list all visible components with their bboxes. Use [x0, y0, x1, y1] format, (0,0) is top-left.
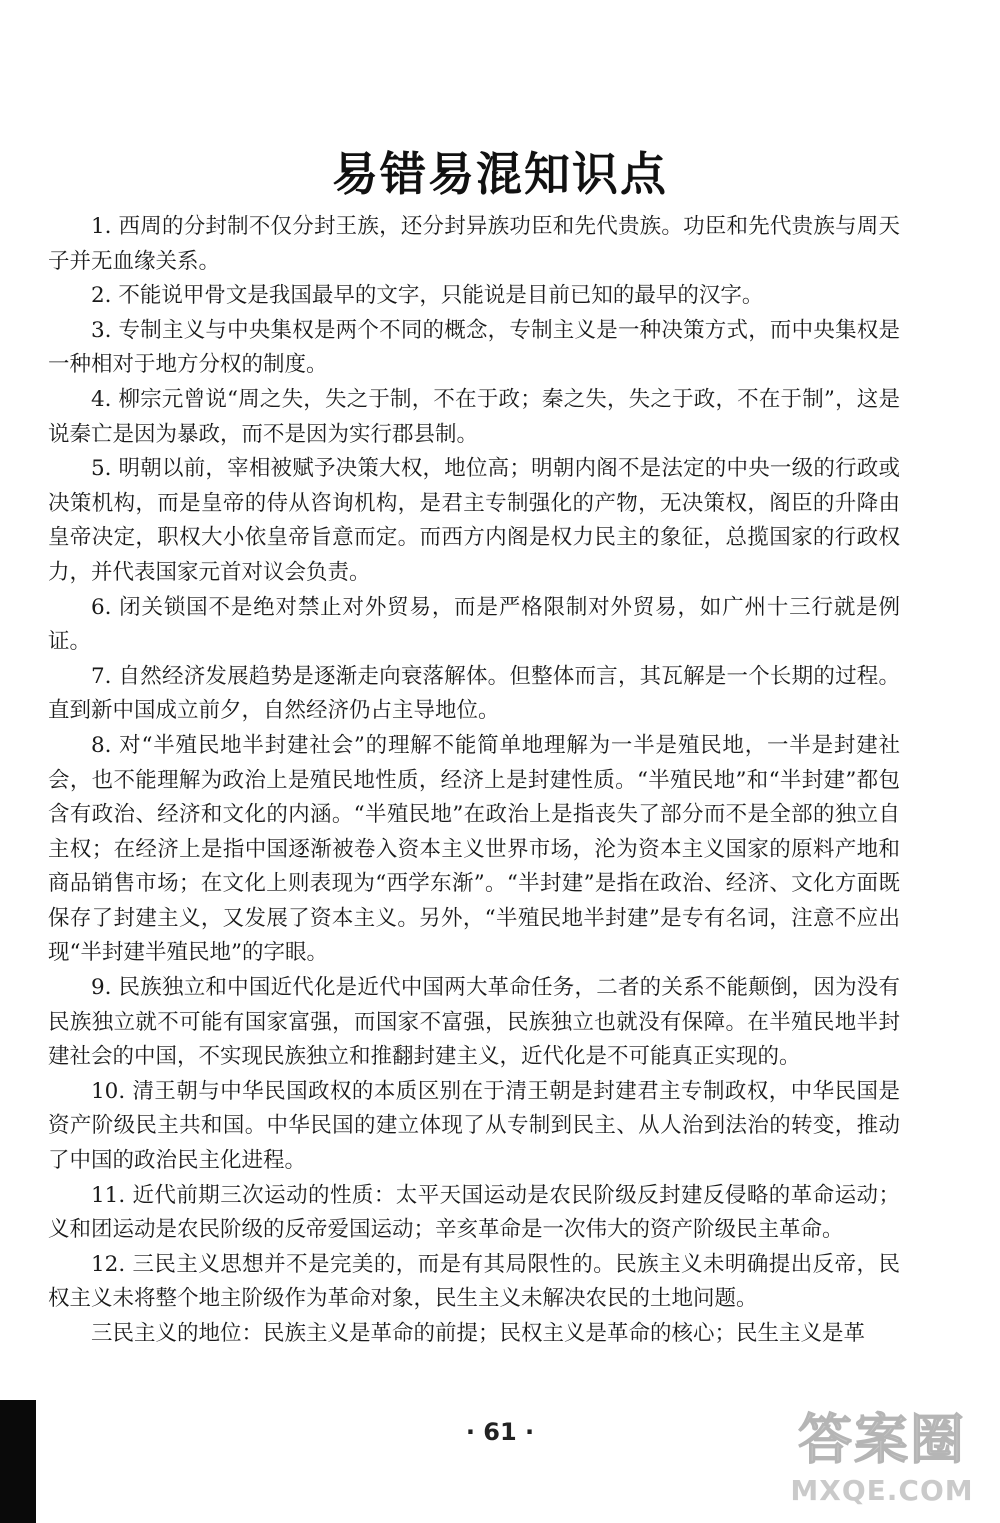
paragraph-6: 6. 闭关锁国不是绝对禁止对外贸易，而是严格限制对外贸易，如广州十三行就是例证。 — [48, 594, 900, 655]
paragraph-1: 1. 西周的分封制不仅分封王族，还分封异族功臣和先代贵族。功臣和先代贵族与周天子并无血缘关系。 — [48, 214, 900, 274]
page-title: 易错易混知识点 — [332, 147, 668, 201]
paragraph-5: 5. 明朝以前，宰相被赋予决策大权，地位高；明朝内阁不是法定的中央一级的行政或决策机构，而是皇帝的侍从咨询机构，是君主专制强化的产物，无决策权，阁臣的升降由皇帝决定，职权大小依皇帝旨意而定。而西方内阁是权力民主的象征，总揽国家的行政权力，并代表国家元首对议会负责。 — [48, 456, 900, 585]
watermark-logo — [782, 1397, 982, 1507]
watermark-site-text: MXQE.COM — [790, 1474, 974, 1507]
paragraph-10: 10. 清王朝与中华民国政权的本质区别在于清王朝是封建君主专制政权，中华民国是资产阶级民主共和国。中华民国的建立体现了从专制到民主、从人治到法治的转变，推动了中国的政治民主化进程。 — [48, 1078, 900, 1174]
paragraph-11: 11. 近代前期三次运动的性质：太平天国运动是农民阶级反封建反侵略的革命运动；义和团运动是农民阶级的反帝爱国运动；辛亥革命是一次伟大的资产阶级民主革命。 — [48, 1182, 900, 1243]
paragraph-3: 3. 专制主义与中央集权是两个不同的概念，专制主义是一种决策方式，而中央集权是一种相对于地方分权的制度。 — [48, 317, 900, 378]
paragraph-7: 7. 自然经济发展趋势是逐渐走向衰落解体。但整体而言，其瓦解是一个长期的过程。直到新中国成立前夕，自然经济仍占主导地位。 — [48, 663, 900, 724]
paragraph-4: 4. 柳宗元曾说“周之失，失之于制，不在于政；秦之失，失之于政，不在于制”，这是说秦亡是因为暴政，而不是因为实行郡县制。 — [48, 386, 900, 447]
paragraph-8: 8. 对“半殖民地半封建社会”的理解不能简单地理解为一半是殖民地，一半是封建社会，也不能理解为政治上是殖民地性质，经济上是封建性质。“半殖民地”和“半封建”都包含有政治、经济和文化的内涵。“半殖民地”在政治上是指丧失了部分而不是全部的独立自主权；在经济上是指中国逐渐被卷入资本主义世界市场，沦为资本主义国家的原料产地和商品销售市场；在文化上则表现为“西学东渐”。“半封建”是指在政治、经济、文化方面既保存了封建主义，又发展了资本主义。另外，“半殖民地半封建”是专有名词，注意不应出现“半封建半殖民地”的字眼。 — [48, 732, 900, 966]
page-number: · 61 · — [465, 1418, 535, 1446]
scan-edge-shadow — [0, 1400, 36, 1523]
paragraph-12: 12. 三民主义思想并不是完美的，而是有其局限性的。民族主义未明确提出反帝，民权主义未将整个地主阶级作为革命对象，民生主义未解决农民的土地问题。 — [48, 1251, 900, 1312]
paragraph-2: 2. 不能说甲骨文是我国最早的文字，只能说是目前已知的最早的汉字。 — [91, 283, 764, 309]
document-body — [48, 210, 900, 1352]
paragraph-13: 三民主义的地位：民族主义是革命的前提；民权主义是革命的核心；民生主义是革 — [91, 1321, 866, 1346]
watermark-logo-text: 答案圈 — [798, 1408, 966, 1471]
paragraph-9: 9. 民族独立和中国近代化是近代中国两大革命任务，二者的关系不能颠倒，因为没有民族独立就不可能有国家富强，而国家不富强，民族独立也就没有保障。在半殖民地半封建社会的中国，不实现民族独立和推翻封建主义，近代化是不可能真正实现的。 — [48, 975, 900, 1070]
